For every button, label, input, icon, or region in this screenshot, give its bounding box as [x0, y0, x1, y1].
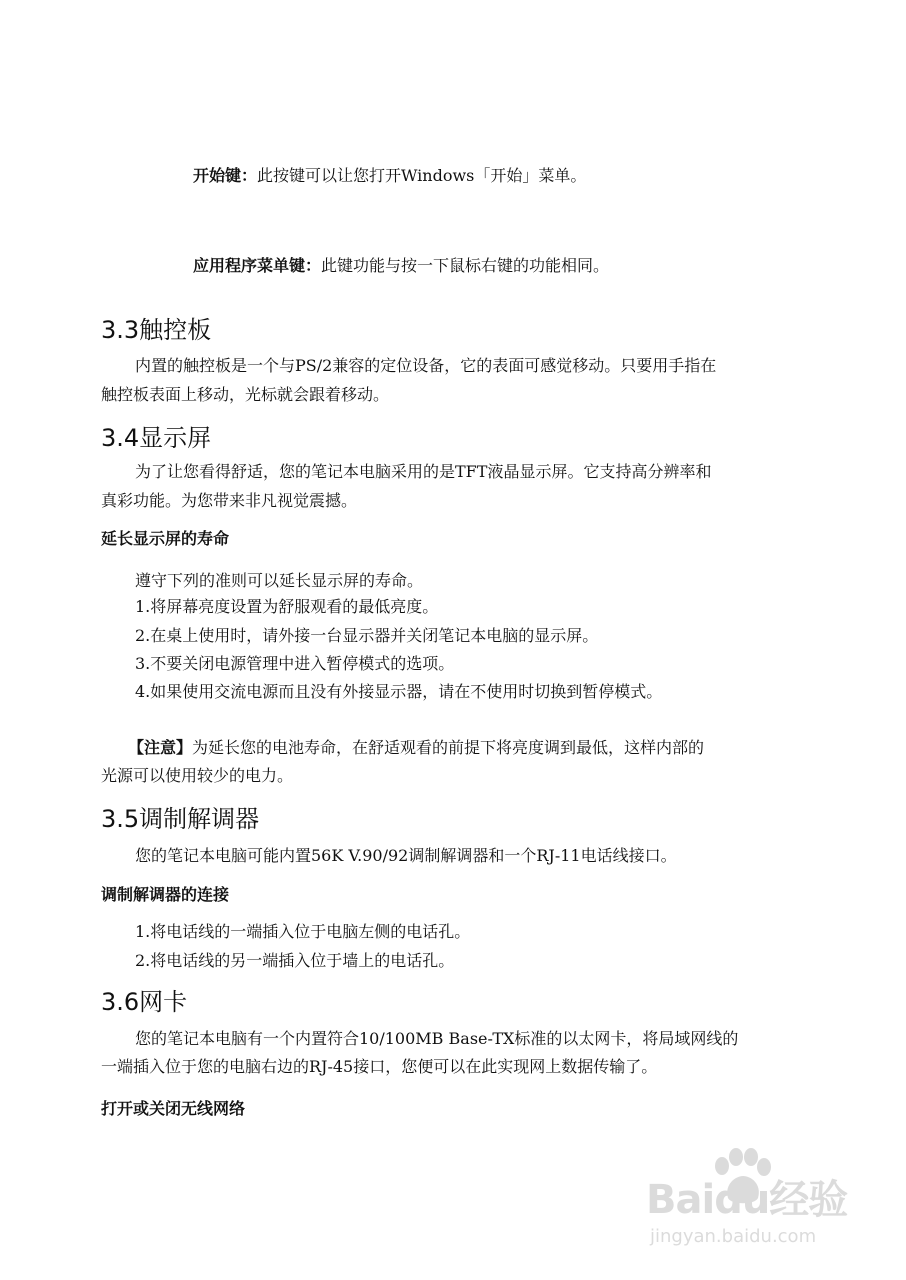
- menu-key-label: 应用程序菜单键：: [193, 256, 322, 275]
- watermark-brand: Baidu经验: [646, 1177, 848, 1223]
- display-item-3: 3.不要关闭电源管理中进入暂停模式的选项。: [135, 654, 455, 673]
- display-item-2: 2.在桌上使用时，请外接一台显示器并关闭笔记本电脑的显示屏。: [135, 626, 599, 645]
- baidu-watermark: [638, 1140, 888, 1270]
- modem-item-1: 1.将电话线的一端插入位于电脑左侧的电话孔。: [135, 922, 471, 941]
- network-subheading: 打开或关闭无线网络: [101, 1099, 246, 1118]
- menu-key-line: [193, 255, 609, 277]
- modem-para-1: 您的笔记本电脑可能内置56K V.90/92调制解调器和一个RJ-11电话线接口。: [135, 846, 677, 865]
- start-key-text: 此按键可以让您打开Windows「开始」菜单。: [257, 166, 587, 185]
- display-item-1: 1.将屏幕亮度设置为舒服观看的最低亮度。: [135, 597, 439, 616]
- watermark-url: jingyan.baidu.com: [650, 1226, 817, 1247]
- display-para-1: 为了让您看得舒适，您的笔记本电脑采用的是TFT液晶显示屏。它支持高分辨率和: [135, 462, 712, 481]
- heading-touchpad: 3.3触控板: [101, 316, 212, 344]
- start-key-label: 开始键：: [193, 166, 258, 185]
- network-para-2: 一端插入位于您的电脑右边的RJ-45接口，您便可以在此实现网上数据传输了。: [101, 1057, 658, 1076]
- menu-key-text: 此键功能与按一下鼠标右键的功能相同。: [321, 256, 610, 275]
- modem-item-2: 2.将电话线的另一端插入位于墙上的电话孔。: [135, 951, 455, 970]
- display-subheading: 延长显示屏的寿命: [101, 529, 230, 548]
- touchpad-para-1: 内置的触控板是一个与PS/2兼容的定位设备，它的表面可感觉移动。只要用手指在: [135, 356, 717, 375]
- heading-modem: 3.5调制解调器: [101, 805, 260, 833]
- display-item-4: 4.如果使用交流电源而且没有外接显示器，请在不使用时切换到暂停模式。: [135, 682, 663, 701]
- heading-network: 3.6网卡: [101, 988, 188, 1016]
- note-text: 为延长您的电池寿命，在舒适观看的前提下将亮度调到最低，这样内部的: [192, 738, 705, 757]
- modem-subheading: 调制解调器的连接: [101, 885, 230, 904]
- display-note-line-2: 光源可以使用较少的电力。: [101, 766, 294, 785]
- display-para-2: 真彩功能。为您带来非凡视觉震撼。: [101, 491, 358, 510]
- display-note-line-1: [128, 737, 704, 759]
- touchpad-para-2: 触控板表面上移动，光标就会跟着移动。: [101, 385, 390, 404]
- note-label: 【注意】: [128, 738, 193, 757]
- display-intro: 遵守下列的准则可以延长显示屏的寿命。: [135, 571, 424, 590]
- network-para-1: 您的笔记本电脑有一个内置符合10/100MB Base-TX标准的以太网卡，将局域网线的: [135, 1029, 739, 1048]
- start-key-line: [193, 165, 586, 187]
- heading-display: 3.4显示屏: [101, 424, 212, 452]
